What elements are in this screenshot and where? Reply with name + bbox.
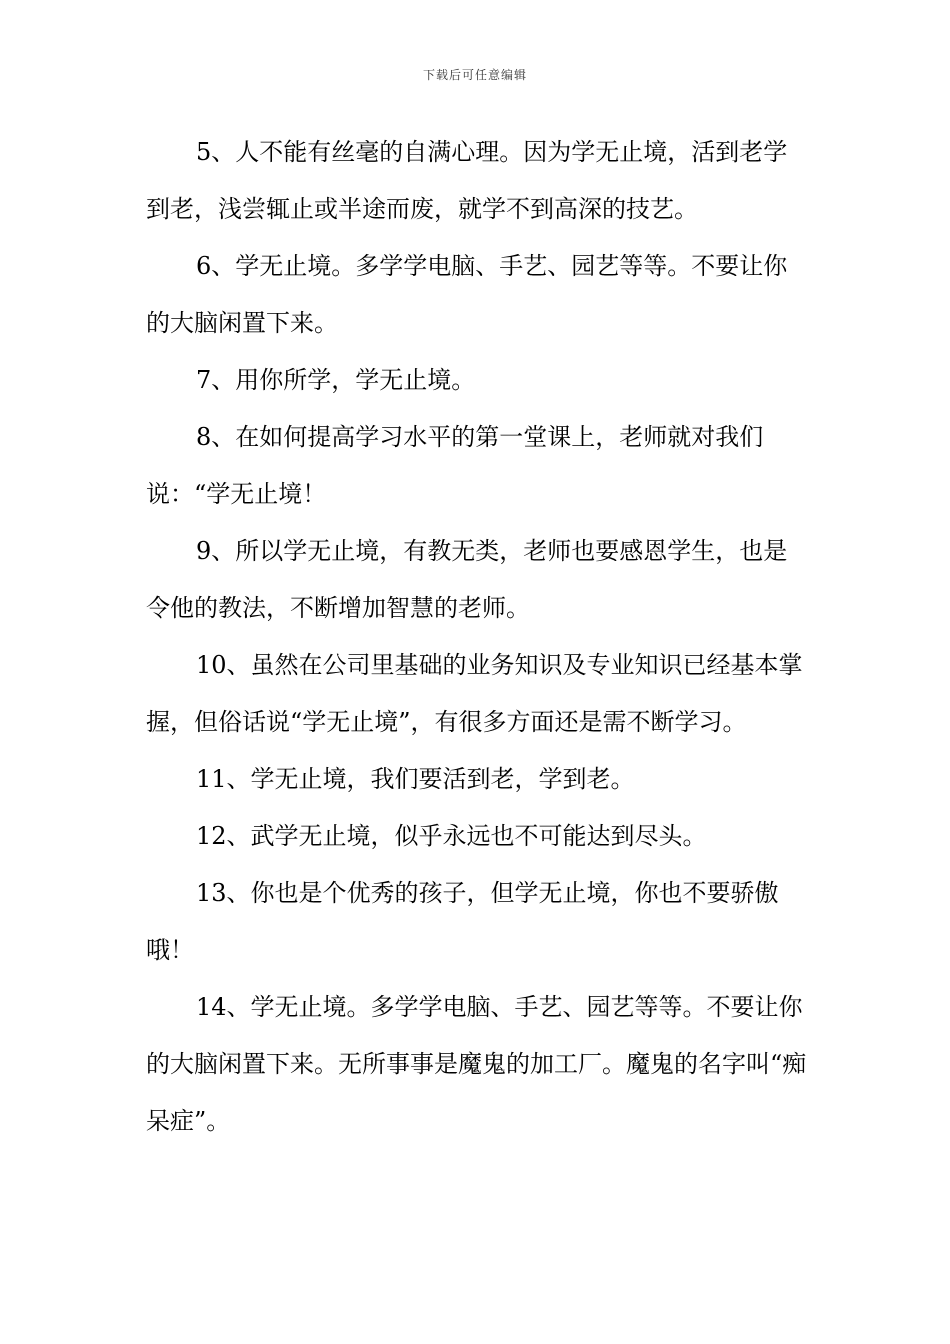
document-body (146, 124, 810, 1150)
paragraph-13: 13、你也是个优秀的孩子，但学无止境，你也不要骄傲哦！ (146, 879, 779, 964)
paragraph-6: 6、学无止境。多学学电脑、手艺、园艺等等。不要让你的大脑闲置下来。 (146, 252, 788, 337)
paragraph-9: 9、所以学无止境，有教无类，老师也要感恩学生，也是令他的教法，不断增加智慧的老师。 (146, 537, 788, 622)
paragraph-5: 5、人不能有丝毫的自满心理。因为学无止境，活到老学到老，浅尝辄止或半途而废，就学不到高深的技艺。 (146, 138, 788, 223)
paragraph-14: 14、学无止境。多学学电脑、手艺、园艺等等。不要让你的大脑闲置下来。无所事事是魔鬼的加工厂。魔鬼的名字叫“痴呆症”。 (146, 993, 807, 1135)
paragraph-12: 12、武学无止境，似乎永远也不可能达到尽头。 (196, 822, 707, 850)
paragraph-7: 7、用你所学，学无止境。 (196, 366, 476, 394)
paragraph-11: 11、学无止境，我们要活到老，学到老。 (196, 765, 635, 793)
paragraph-10: 10、虽然在公司里基础的业务知识及专业知识已经基本掌握，但俗话说“学无止境”，有很多方面还是需不断学习。 (146, 651, 803, 736)
paragraph-8: 8、在如何提高学习水平的第一堂课上，老师就对我们说：“学无止境！ (146, 423, 764, 508)
page-header-note: 下载后可任意编辑 (422, 68, 527, 82)
